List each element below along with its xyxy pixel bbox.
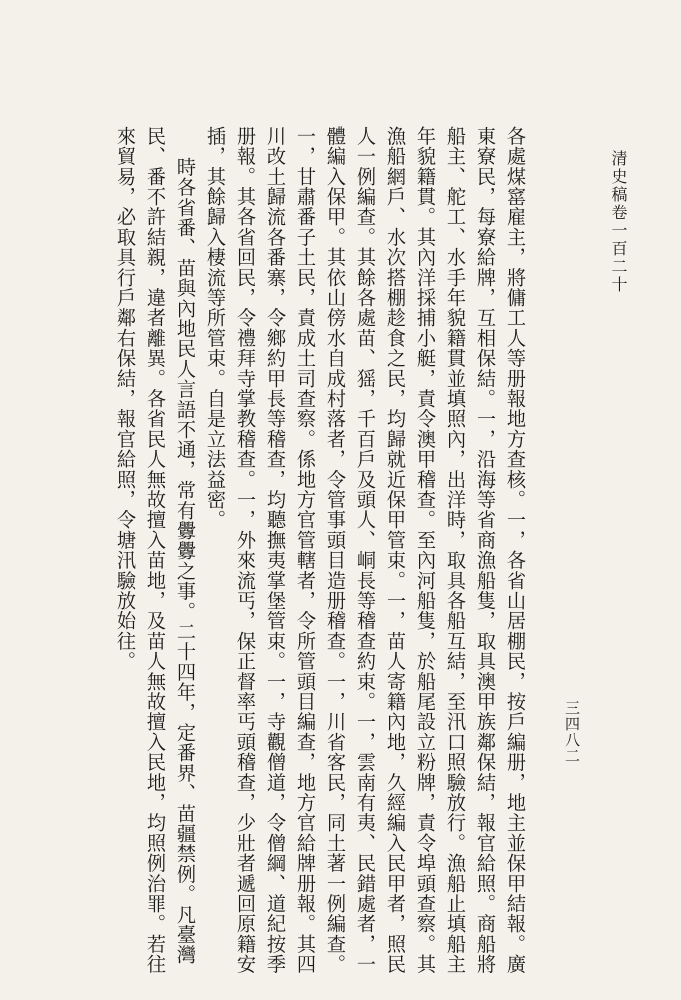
running-title: 清史稿卷一百二十 — [609, 150, 628, 294]
body-text — [80, 126, 530, 986]
paragraph-1: 各處煤窰雇主，將傭工人等册報地方查核。一，各省山居棚民，按戶編册，地主並保甲結報。廣東寮民，每寮給牌，互相保結。一，沿海等省商漁船隻，取具澳甲族鄰保結，報官給照。商船將船主、舵工、水手年貌籍貫並填照內，出洋時，取具各船互結，至汛口照驗放行。漁船止填船主年貌籍貫。其內洋採捕小艇，責令澳甲稽查。至內河船隻，於船尾設立粉牌，責令埠頭查察。其漁船網戶、水次搭棚趁食之民，均歸就近保甲管束。一，苗人寄籍內地，久經編入民甲者，照民人一例編查。其餘各處苗、猺，千百戶及頭人、峒長等稽查約束。一，雲南有夷、民錯處者，一體編入保甲。其依山傍水自成村落者，令管事頭目造册稽查。一，川省客民，同土著一例編查。一，甘肅番子土民，責成土司查察。係地方官管轄者，令所管頭目編查，地方官給牌册報。其四川改土歸流各番寨，令鄉約甲長等稽查，均聽撫夷掌堡管束。一，寺觀僧道，令僧綱、道紀按季册報。其各省回民，令禮拜寺掌教稽查。一，外來流丐，保正督率丐頭稽查，少壯者遞回原籍安插，其餘歸入棲流等所管束。自是立法益密。 — [204, 126, 527, 975]
paragraph-2: 時各省番、苗與內地民人言語不通，常有釁釁之事。二十四年，定番界、苗疆禁例。凡臺灣民、番不許結親，違者離異。各省民人無故擅入苗地，及苗人無故擅入民地，均照例治罪。若往來貿易，必取具行戶鄰右保結，報官給照，令塘汛驗放始往。 — [114, 126, 197, 975]
page-number: 三四八二 — [563, 700, 581, 764]
